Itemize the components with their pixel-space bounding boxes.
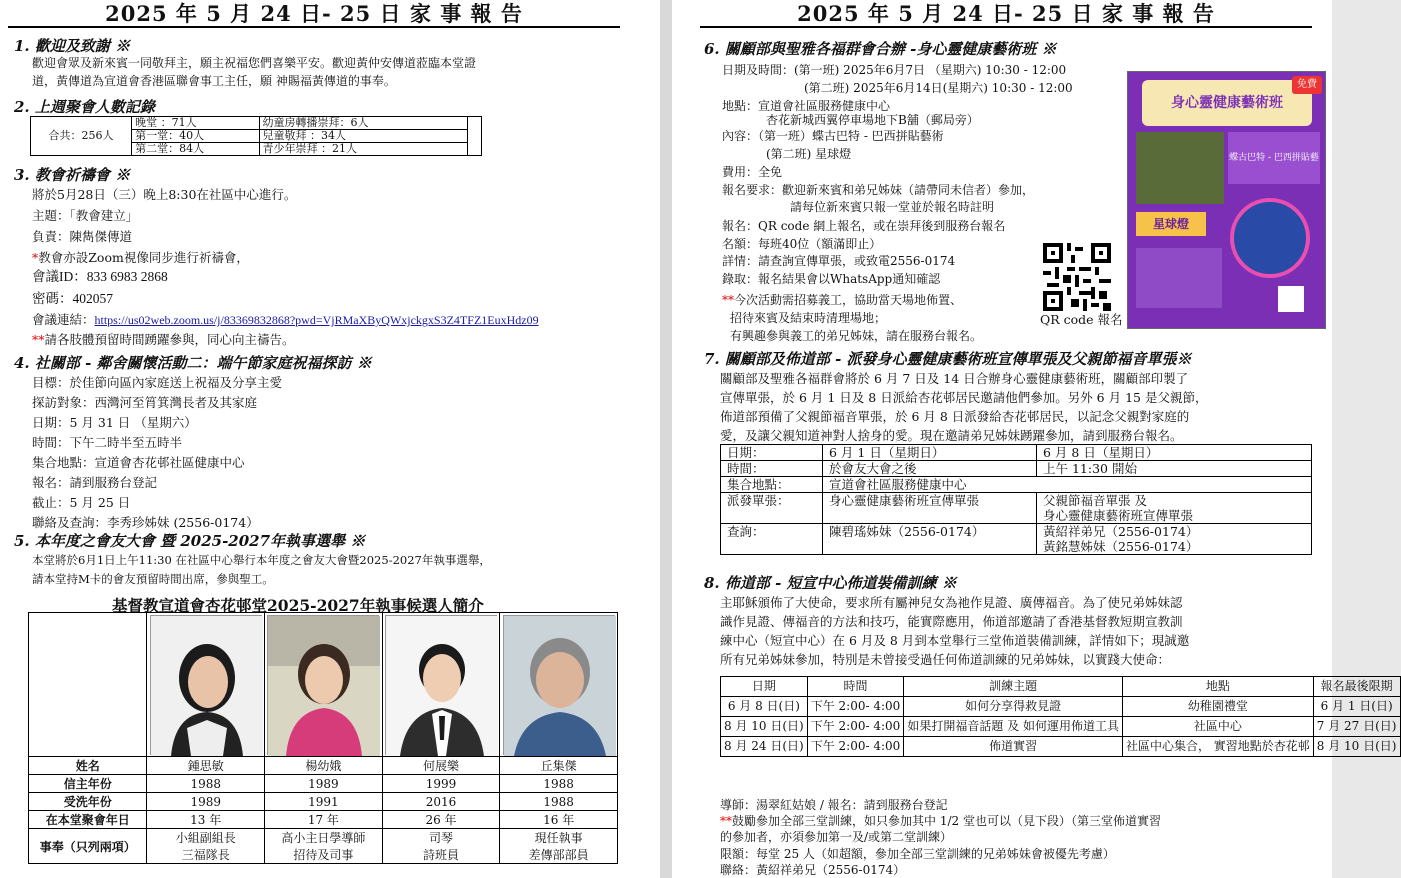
s8-line: 練中心（短宣中心）在 6 月及 8 月到本堂舉行三堂佈道裝備訓練，詳情如下；現誠邀 (720, 633, 1190, 648)
candidates-title: 基督教宣道會杏花邨堂2025-2027年執事候選人簡介 (112, 596, 484, 615)
poster-qr (1278, 286, 1304, 312)
attendance-cell: 晚堂 ：71人 (132, 117, 259, 130)
s6-line: 杏花新城西翼停車場地下B舖（郵局旁） (766, 113, 979, 127)
poster-free-tag: 免費 (1292, 76, 1322, 94)
section-7-title: 7. 關顧部及佈道部 - 派發身心靈健康藝術班宣傳單張及父親節福音單張※ (704, 350, 1192, 368)
s4-line: 時間：下午二時半至五時半 (32, 435, 183, 450)
cand-service: 高小主日學導師 招待及司事 (265, 829, 383, 864)
qr-code-icon (1043, 243, 1111, 311)
s4-line: 探訪對象：西灣河至筲箕灣長者及其家庭 (32, 395, 258, 410)
cand-header-name: 姓名 (29, 757, 147, 775)
candidate-photo-4-image (504, 616, 616, 756)
cand-baptism: 1991 (265, 793, 383, 811)
candidate-photo-1-image (151, 616, 263, 756)
s6-line: 地點：宣道會社區服務健康中心 (722, 99, 891, 113)
s6-line: 日期及時間：(第一班) 2025年6月7日 （星期六) 10:30 - 12:00 (722, 63, 1067, 77)
s8-line: 主耶穌頒佈了大使命，要求所有屬神兒女為祂作見證、廣傳福音。為了使兄弟姊妹認 (720, 595, 1183, 610)
s7-line: 愛，及讓父親知道神對人捨身的愛。現在邀請弟兄姊妹踴躍參加，請到服務台報名。 (720, 428, 1183, 443)
cand-baptism: 1988 (500, 793, 618, 811)
zoom-meeting-link[interactable]: https://us02web.zoom.us/j/83369832868?pwd=VjRMaXByQWxjckgxS3Z4TFZ1EuxHdz09 (94, 313, 539, 327)
s6-line: (第二班) 2025年6月14日(星期六) 10:30 - 12:00 (804, 81, 1073, 95)
cand-faith: 1999 (382, 775, 500, 793)
candidate-photo-4 (503, 615, 615, 755)
cand-faith: 1989 (265, 775, 383, 793)
cand-service: 現任執事 差傳部部員 (500, 829, 618, 864)
candidate-photo-2-image (268, 616, 380, 756)
cand-name: 楊幼娥 (265, 757, 383, 775)
s8-line: 所有兄弟姊妹參加，特別是未曾接受過任何佈道訓練的兄弟姊妹，以實踐大使命： (720, 652, 1171, 667)
s4-line: 集合地點：宣道會杏花邨社區健康中心 (32, 455, 245, 470)
cand-years: 13 年 (147, 811, 265, 829)
s6-volunteer: 有興趣參與義工的弟兄姊妹，請在服務台報名。 (730, 329, 983, 343)
s6-line: 報名：QR code 網上報名，或在崇拜後到服務台報名 (722, 219, 1006, 233)
s3-password: 密碼：402057 (32, 291, 113, 306)
poster-planet-lamp (1230, 198, 1310, 278)
s7-line: 關顧部及聖雅各福群會將於 6 月 7 日及 14 日合辦身心靈健康藝術班，關顧部印製了 (720, 371, 1189, 386)
section-1-title: 1. 歡迎及致謝 ※ (14, 37, 131, 55)
attendance-table (30, 116, 482, 156)
cand-header-faith: 信主年份 (29, 775, 147, 793)
poster-title: 身心靈健康藝術班 (1142, 80, 1312, 126)
registration-qr-code[interactable] (1043, 243, 1111, 311)
s8-after: 聯絡：黃紹祥弟兄（2556-0174） (720, 863, 906, 877)
cand-service: 小組副組長 三福隊長 (147, 829, 265, 864)
art-class-poster (1127, 71, 1326, 329)
s1-line-1: 歡迎會眾及新來賓一同敬拜主，願主祝福您們喜樂平安。歡迎黃仲安傳道蒞臨本堂證 (32, 56, 477, 70)
section-5-title: 5. 本年度之會友大會 暨 2025-2027年執事選舉 ※ (14, 532, 366, 550)
s8-after: 導師：湯翠紅姑娘 / 報名：請到服務台登記 (720, 798, 948, 812)
s3-line-2: 主題：「教會建立」 (32, 208, 139, 223)
cand-years: 17 年 (265, 811, 383, 829)
attendance-cell: 兒童敬拜 ：34人 (259, 130, 467, 143)
cand-faith: 1988 (500, 775, 618, 793)
s8-after: **鼓勵參加全部三堂訓練，如只參加其中 1/2 堂也可以（見下段）（第三堂佈道實習 (720, 814, 1161, 828)
s6-volunteer: **今次活動需招募義工，協助當天場地佈置、 (722, 293, 963, 307)
s4-line: 日期：5 月 31 日 （星期六） (32, 415, 197, 430)
s6-line: (第二班) 星球燈 (766, 147, 852, 161)
s6-line: 請每位新來賓只報一堂並於報名時註明 (790, 200, 995, 214)
s3-closing: **請各肢體預留時間踴躍參與，同心向主禱告。 (32, 332, 295, 347)
section-3-title: 3. 教會祈禱會 ※ (14, 166, 131, 184)
cand-years: 16 年 (500, 811, 618, 829)
s6-line: 報名要求：歡迎新來賓和弟兄姊妹（請帶同未信者）參加， (722, 183, 1035, 197)
s4-line: 聯絡及查詢：李秀珍姊妹 (2556-0174） (32, 515, 259, 530)
left-page-header: 2025 年 5 月 24 日- 25 日 家 事 報 告 (8, 0, 620, 28)
cand-header-service: 事奉（只列兩項） (29, 829, 147, 864)
cand-faith: 1988 (147, 775, 265, 793)
qr-code-label: QR code 報名 (1040, 312, 1123, 327)
cand-baptism: 1989 (147, 793, 265, 811)
candidate-photo-3 (385, 615, 497, 755)
s1-line-2: 道，黃傳道為宣道會香港區聯會事工主任，願 神賜福黃傳道的事奉。 (32, 74, 396, 88)
cand-name: 丘集傑 (500, 757, 618, 775)
attendance-cell: 幼童房轉播崇拜：6人 (259, 117, 467, 130)
s5-line-1: 本堂將於6月1日上午11:30 在社區中心舉行本年度之會友大會暨2025-2027年執事選舉， (32, 553, 491, 567)
page-gutter (660, 0, 672, 878)
candidates-table (28, 612, 618, 864)
poster-sub1: 蝶古巴特 - 巴西拼貼藝 (1228, 132, 1320, 184)
attendance-cell: 青少年崇拜 ：21人 (259, 143, 467, 156)
s6-volunteer: 招待來賓及結束時清理場地； (730, 311, 887, 325)
attendance-total: 合共：256人 (31, 117, 132, 156)
attendance-cell: 第二堂：84人 (132, 143, 259, 156)
s4-line: 報名：請到服務台登記 (32, 475, 158, 490)
poster-details (1136, 248, 1222, 308)
training-table: 日期 時間 訓練主題 地點 報名最後限期 6 月 8 日(日) 下午 2:00- 4:00 如何分享得救見證 幼稚園禮堂 6 月 1 日(日) 8 月 10 日(日) 下午 2:00- 4:00 如果打開福音話題 及 如何運用佈道工具 社區中心 7 月 27 日(日) 8 月 24 日(日) 下午 2:00- 4:00 佈道實習 社區中心集合， 實習地點於杏花邨 8 月 10 日(日) (720, 676, 1401, 757)
s3-line-3: 負責：陳雋傑傳道 (32, 229, 133, 244)
section-2-title: 2. 上週聚會人數記錄 (14, 98, 155, 116)
candidate-photo-3-image (386, 616, 498, 756)
s7-line: 宣傳單張，於 6 月 1 日及 8 日派給杏花邨居民邀請他們參加。另外 6 月 15 是父親節， (720, 390, 1208, 405)
section-8-title: 8. 佈道部 - 短宣中心佈道裝備訓練 ※ (704, 574, 957, 592)
s5-line-2: 請本堂持M卡的會友預留時間出席，參與聖工。 (32, 572, 274, 586)
s4-line: 目標：於佳節向區內家庭送上祝福及分享主愛 (32, 375, 283, 390)
cand-header-baptism: 受洗年份 (29, 793, 147, 811)
s7-line: 佈道部預備了父親節福音單張，於 6 月 8 日派發給杏花邨居民，以記念父親對家庭的 (720, 409, 1190, 424)
s8-after: 限額：每堂 25 人（如超額，參加全部三堂訓練的兄弟姊妹會被優先考慮） (720, 847, 1115, 861)
left-page (0, 0, 660, 878)
s6-line: 錄取：報名結果會以WhatsApp通知確認 (722, 272, 941, 286)
s8-line: 識作見證、傳福音的方法和技巧，能實際應用，佈道部邀請了香港基督教短期宣教訓 (720, 614, 1183, 629)
poster-sub2: 星球燈 (1136, 212, 1206, 236)
s3-meeting-id: 會議ID：833 6983 2868 (32, 269, 168, 284)
s6-line: 詳情：請查詢宣傳單張，或致電2556-0174 (722, 254, 956, 268)
s6-line: 內容：（第一班）蝶古巴特 - 巴西拼貼藝術 (722, 129, 944, 143)
cand-years: 26 年 (382, 811, 500, 829)
s3-link-row: 會議連結：https://us02web.zoom.us/j/83369832868?pwd=VjRMaXByQWxjckgxS3Z4TFZ1EuxHdz09 (32, 312, 539, 327)
cand-service: 司琴 詩班員 (382, 829, 500, 864)
distribution-table: 日期： 6 月 1 日（星期日） 6 月 8 日（星期日） 時間： 於會友大會之後 上午 11:30 開始 集合地點： 宣道會社區服務健康中心 派發單張： 身心靈健康藝術班宣傳單張 父親節福音單張 及 身心靈健康藝術班宣傳單張 查詢： 陳碧瑤姊妹（2556-0174） 黃紹祥弟兄（2556-0174） 黃銘慧姊妹（2556-0174） (720, 444, 1312, 555)
candidate-photo-2 (267, 615, 379, 755)
poster-photo-decoupage (1136, 132, 1224, 204)
cand-name: 鍾思敏 (147, 757, 265, 775)
attendance-cell: 第一堂：40人 (132, 130, 259, 143)
s6-line: 費用：全免 (722, 165, 783, 179)
cand-baptism: 2016 (382, 793, 500, 811)
s8-after: 的參加者，亦須參加第一及/或第二堂訓練） (720, 830, 953, 844)
cand-header-years: 在本堂聚會年日 (29, 811, 147, 829)
s3-zoom-note: *教會亦設Zoom視像同步進行祈禱會， (32, 250, 249, 265)
s3-line-1: 將於5月28日（三）晚上8:30在社區中心進行。 (32, 187, 297, 202)
right-page-header: 2025 年 5 月 24 日- 25 日 家 事 報 告 (700, 0, 1312, 28)
cand-name: 何展樂 (382, 757, 500, 775)
s6-line: 名額：每班40位（額滿即止） (722, 237, 882, 251)
section-4-title: 4. 社關部 - 鄰舍關懷活動二：端午節家庭祝福探訪 ※ (14, 354, 372, 372)
candidate-photo-1 (150, 615, 262, 755)
section-6-title: 6. 關顧部與聖雅各福群會合辦 -身心靈健康藝術班 ※ (704, 40, 1057, 58)
s4-line: 截止：5 月 25 日 (32, 495, 131, 510)
